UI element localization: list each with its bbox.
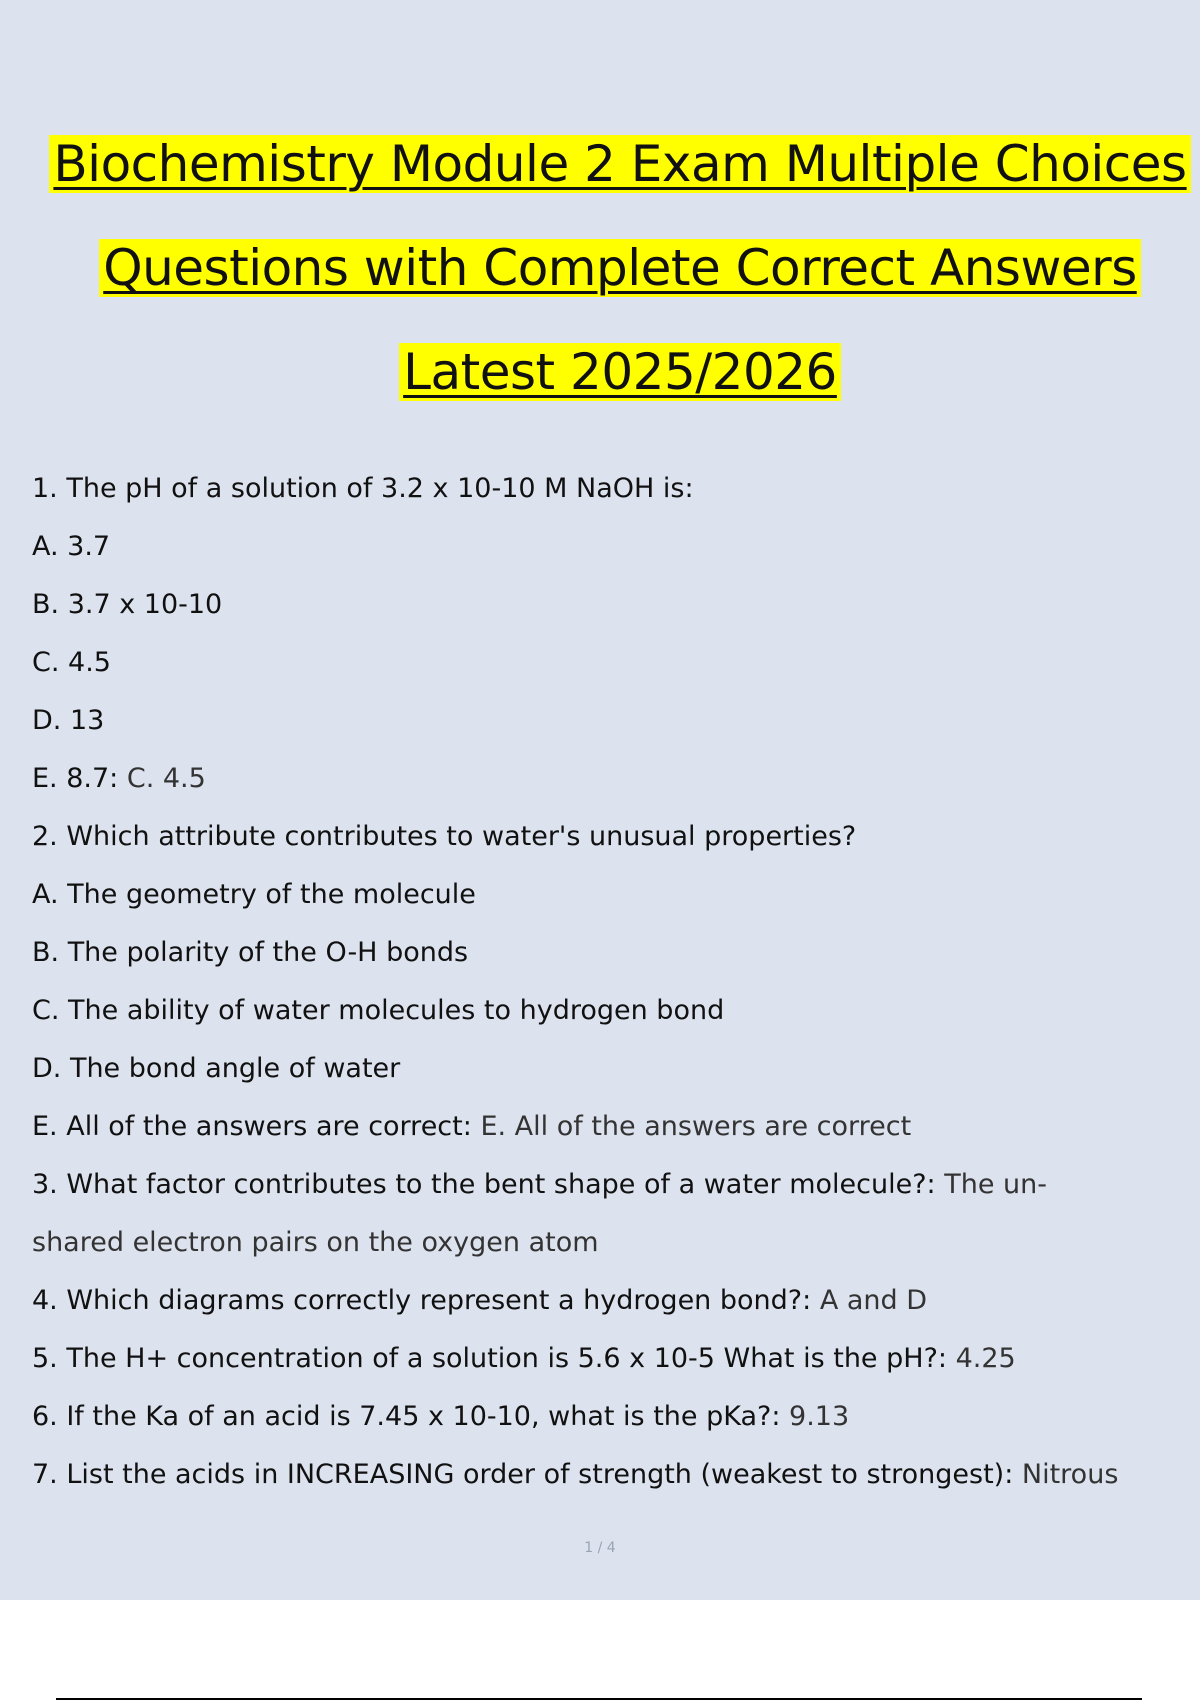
option-line: A. 3.7 xyxy=(32,531,111,562)
title-line-3: Latest 2025/2026 xyxy=(40,320,1200,424)
option-line: A. The geometry of the molecule xyxy=(32,879,476,910)
question-line: 7. List the acids in INCREASING order of strength (weakest to strongest): Nitrous xyxy=(32,1459,1119,1490)
option-line: C. The ability of water molecules to hydrogen bond xyxy=(32,995,725,1026)
option-line: C. 4.5 xyxy=(32,647,111,678)
option-line: E. 8.7: C. 4.5 xyxy=(32,763,206,794)
option-line: D. 13 xyxy=(32,705,105,736)
title-line-2: Questions with Complete Correct Answers xyxy=(40,216,1200,320)
option-line: D. The bond angle of water xyxy=(32,1053,401,1084)
option-line: B. The polarity of the O-H bonds xyxy=(32,937,469,968)
option-line: B. 3.7 x 10-10 xyxy=(32,589,223,620)
answer-continuation-line: shared electron pairs on the oxygen atom xyxy=(32,1227,599,1258)
question-line: 2. Which attribute contributes to water's unusual properties? xyxy=(32,821,857,852)
option-line: E. All of the answers are correct: E. All of the answers are correct xyxy=(32,1111,912,1142)
question-line: 5. The H+ concentration of a solution is 5.6 x 10-5 What is the pH?: 4.25 xyxy=(32,1343,1016,1374)
question-list xyxy=(32,460,1172,1504)
question-line: 4. Which diagrams correctly represent a hydrogen bond?: A and D xyxy=(32,1285,928,1316)
question-line: 3. What factor contributes to the bent shape of a water molecule?: The un- xyxy=(32,1169,1048,1200)
page-number: 1 / 4 xyxy=(584,1540,616,1556)
question-line: 1. The pH of a solution of 3.2 x 10-10 M NaOH is: xyxy=(32,473,694,504)
title-line-1: Biochemistry Module 2 Exam Multiple Choices xyxy=(40,112,1200,216)
question-line: 6. If the Ka of an acid is 7.45 x 10-10, what is the pKa?: 9.13 xyxy=(32,1401,850,1432)
document-title xyxy=(40,112,1200,424)
